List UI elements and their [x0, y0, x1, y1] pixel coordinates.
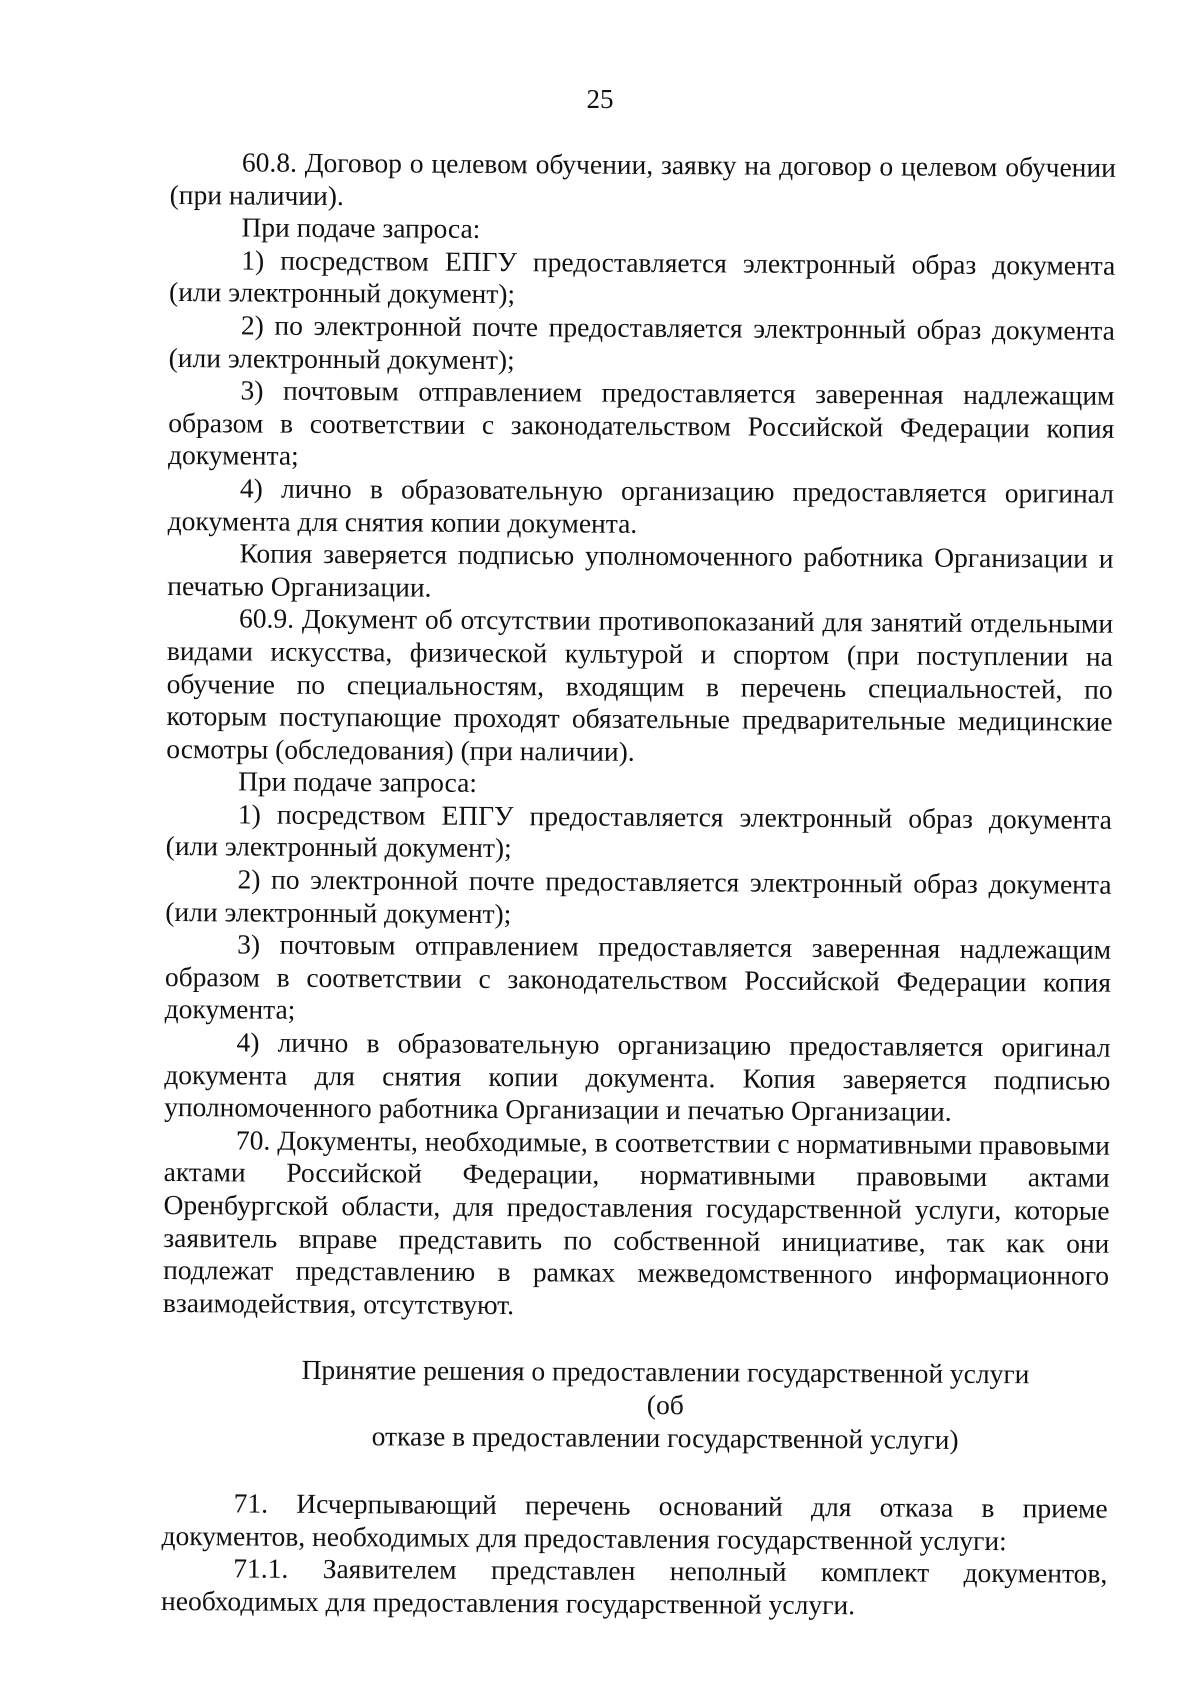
paragraph-60-8: 60.8. Договор о целевом обучении, заявку на договор о целевом обучении (при наличии).	[169, 146, 1116, 211]
paragraph-request-intro: При подаче запроса:	[241, 211, 481, 245]
paragraph-70: 70. Документы, необходимые, в соответствии с нормативными правовыми актами Российской Федерации, нормативными правовыми актами Оренбургской области, для предоставления государственной услуги, которые заявитель вправе представить по собственной инициативе, так как они подлежат представлению в рамках межведомственного информационного взаимодействия, отсутствуют.	[162, 1124, 1111, 1320]
list-item-email: 2) по электронной почте предоставляется электронный образ документа (или электронный документ);	[168, 309, 1115, 375]
list-item-email: 2) по электронной почте предоставляется электронный образ документа (или электронный документ);	[165, 863, 1112, 929]
page-number: 25	[586, 84, 614, 114]
section-heading-line-1: Принятие решения о предоставлении государственной услуги (об	[301, 1354, 1030, 1421]
paragraph-copy-certification: Копия заверяется подписью уполномоченного работника Организации и печатью Организации.	[167, 537, 1114, 603]
list-item-in-person: 4) лично в образовательную организацию предоставляется оригинал документа для снятия копии документа.	[167, 472, 1114, 539]
paragraph-71-1: 71.1. Заявителем представлен неполный комплект документов, необходимых для предоставления государственной услуги.	[161, 1552, 1108, 1621]
list-item-post: 3) почтовым отправлением предоставляется заверенная надлежащим образом в соответствии с законодательством Российской Федерации копия документа;	[168, 374, 1115, 472]
paragraph-request-intro: При подаче запроса:	[238, 765, 478, 799]
list-item-epgu: 1) посредством ЕПГУ предоставляется электронный образ документа (или электронный документ);	[165, 798, 1113, 864]
section-heading-line-2: отказе в предоставлении государственной услуги)	[371, 1419, 959, 1455]
list-item-epgu: 1) посредством ЕПГУ предоставляется электронный образ документа (или электронный документ);	[169, 244, 1116, 310]
document-body	[161, 146, 1116, 1623]
paragraph-60-9: 60.9. Документ об отсутствии противопоказаний для занятий отдельными видами искусства, физической культурой и спортом (при поступлении на обучение по специальностям, входящим в перечень специальностей, по которым поступающие проходят обязательные предварительные медицинские осмотры (обследования) (при наличии).	[166, 602, 1114, 767]
section-heading	[162, 1353, 1109, 1457]
list-item-post: 3) почтовым отправлением предоставляется заверенная надлежащим образом в соответствии с законодательством Российской Федерации копия документа;	[164, 928, 1112, 1026]
list-item-in-person: 4) лично в образовательную организацию предоставляется оригинал документа для снятия копии документа. Копия заверяется подписью уполномоченного работника Организации и печатью Организации.	[164, 1026, 1111, 1128]
paragraph-71: 71. Исчерпывающий перечень оснований для отказа в приеме документов, необходимых для предоставления государственной услуги:	[161, 1487, 1108, 1556]
